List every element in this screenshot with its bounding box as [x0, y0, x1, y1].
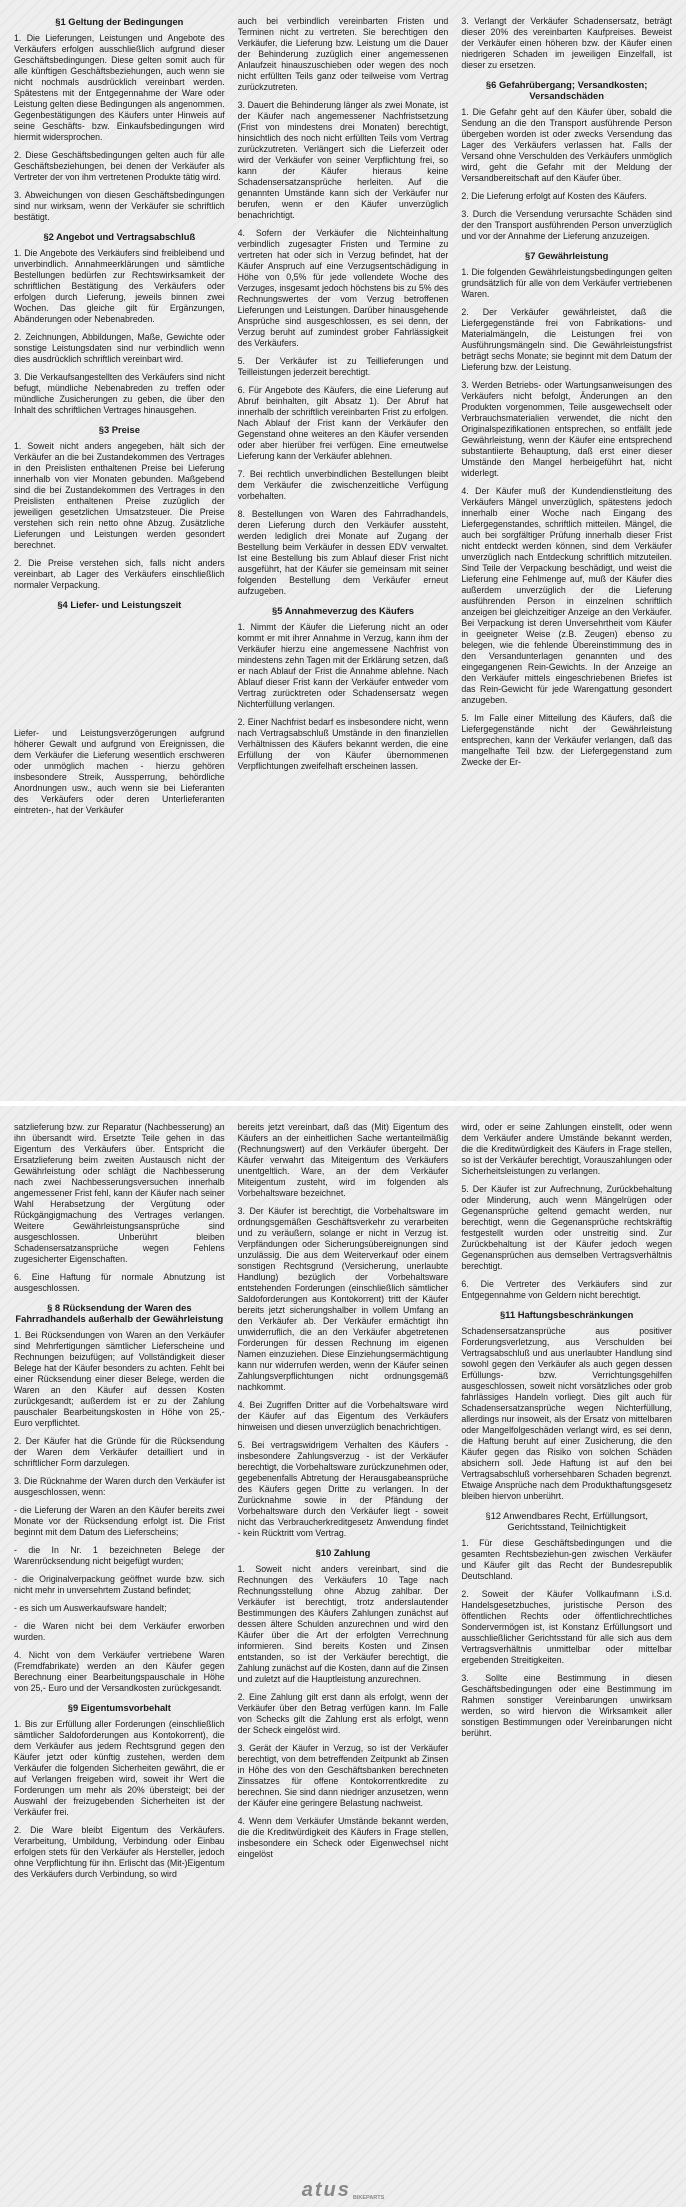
- section-paragraph: Liefer- und Leistungsverzögerungen aufgrund höherer Gewalt und aufgrund von Ereignissen, die dem Verkäufer die Lieferung wesentlich erschweren oder unmöglich machen - hierzu gehören insbesondere Streik, Aussperrung, behördliche Anordnungen usw., auch wenn sie bei Lieferanten des Verkäufers oder deren Unterlieferanten eintreten-, hat der Verkäufer: [14, 728, 225, 815]
- terms-section: [238, 1547, 449, 1860]
- section-heading: §1 Geltung der Bedingungen: [55, 16, 184, 27]
- section-paragraph: - die Originalverpackung geöffnet wurde bzw. sich nicht mehr in unversehrtem Zustand befindet;: [14, 1574, 225, 1595]
- section-paragraph: 1. Bis zur Erfüllung aller Forderungen (einschließlich sämtlicher Saldoforderungen aus Kontokorrent), die dem Verkäufer aus jedem Rechtsgrund gegen den Käufer jetzt oder künftig zustehen, werden dem Verkäufer die folgenden Sicherheiten gewährt, die er auf Verlangen freigeben wird, soweit ihr Wert die Forderungen um mehr als 20% übersteigt; bei der Auswahl der freizugebenden Sicherheiten ist der Verkäufer frei.: [14, 1719, 225, 1817]
- section-paragraph: 5. Der Käufer ist zur Aufrechnung, Zurückbehaltung oder Minderung, auch wenn Mängelrügen oder Gegenansprüche geltend gemacht werden, nur berechtigt, wenn die Gegenansprüche rechtskräftig festgestellt wurden oder unstreitig sind. Zur Zurückbehaltung ist der Käufer jedoch wegen Gegenansprüchen aus demselben Vertragsverhältnis berechtigt.: [461, 1184, 672, 1271]
- section-paragraph: - die Waren nicht bei dem Verkäufer erworben wurden.: [14, 1621, 225, 1642]
- section-paragraph: 1. Soweit nicht anders vereinbart, sind die Rechnungen des Verkäufers 10 Tage nach Rechnungsstellung ohne Abzug zahlbar. Der Verkäufer ist berechtigt, trotz anderslautender Bestimmungen des Käufers Zahlungen zunächst auf dessen ältere Schulden anzurechnen und wird den Käufer über die Art der erfolgten Verrechnung informieren. Sind bereits Kosten und Zinsen entstanden, so ist der Verkäufer berechtigt, die Zahlung zunächst auf die Kosten, dann auf die Zinsen und zuletzt auf die Hauptleistung anzurechnen.: [237, 1564, 449, 1684]
- section-paragraph: 3. Gerät der Käufer in Verzug, so ist der Verkäufer berechtigt, von dem betreffenden Zeitpunkt ab Zinsen in Höhe des von den Geschäftsbanken berechneten Zinssatzes für offene Kontokorrentkredite zu berechnen. Sie sind dann niedriger anzusetzen, wenn der Käufer eine geringere Belastung nachweist.: [237, 1743, 449, 1808]
- section-paragraph: satzlieferung bzw. zur Reparatur (Nachbesserung) an ihn übersandt wird. Ersetzte Teile gehen in das Eigentum des Verkäufers über. Entspricht die Ersatzlieferung beim zweiten Austausch nicht der Gewährleistung oder schlägt die Nachbesserung nach zwei Nachbesserungsversuchen innerhalb angemessener Frist fehl, kann der Käufer nach seiner Wahl Herabsetzung der Vergütung oder Rückgängigmachung des Vertrages verlangen. Weitere Gewährleistungsansprüche sind ausgeschlossen. Unberührt bleiben Schadensersatzansprüche wegen Fehlens zugesicherter Eigenschaften.: [14, 1122, 225, 1264]
- section-paragraph: 2. Eine Zahlung gilt erst dann als erfolgt, wenn der Verkäufer über den Betrag verfügen kann. Im Falle von Schecks gilt die Zahlung erst als erfolgt, wenn der Scheck eingelöst wird.: [237, 1692, 449, 1735]
- section-heading: §3 Preise: [98, 424, 140, 435]
- section-paragraph: 1. Bei Rücksendungen von Waren an den Verkäufer sind Mehrfertigungen sämtlicher Lieferscheine und Rechnungen beizufügen; auf Vollständigkeit dieser Belege hat der Käufer besonders zu achten. Fehlt bei einer Rücksendung einer dieser Belege, werden die Waren an den Käufer auf dessen Kosten zurückgesandt; außerdem ist er zu der Zahlung pauschaler Bearbeitungskosten in Höhe von 25,- Euro verpflichtet.: [14, 1330, 225, 1428]
- section-paragraph: 2. Diese Geschäftsbedingungen gelten auch für alle Geschäftsbeziehungen, bei denen der Verkäufer als Vertreter der von ihm vertretenen Produkte tätig wird.: [14, 150, 225, 182]
- section-paragraph: 3. Abweichungen von diesen Geschäftsbedingungen sind nur wirksam, wenn der Verkäufer sie schriftlich bestätigt.: [14, 190, 225, 222]
- section-paragraph: 7. Bei rechtlich unverbindlichen Bestellungen bleibt dem Verkäufer die zwischenzeitliche Verfügung vorbehalten.: [237, 469, 449, 501]
- footer: [0, 2179, 686, 2203]
- section-paragraph: 6. Für Angebote des Käufers, die eine Lieferung auf Abruf beinhalten, gilt Absatz 1). Der Abruf hat innerhalb der schriftlich vereinbarten Frist zu erfolgen. Nach Ablauf der Frist kann der Verkäufer den Gegenstand ohne weiteres an den Käufer versenden oder aber hierüber frei verfügen. Eine erneutwelse Lieferung kann der Verkäufer ablehnen.: [237, 385, 449, 461]
- section-heading: §5 Annahmeverzug des Käufers: [272, 605, 414, 616]
- section-paragraph: - die In Nr. 1 bezeichneten Belege der Warenrücksendung nicht beigefügt wurden;: [14, 1545, 225, 1566]
- terms-section: [14, 599, 225, 720]
- section-heading: §4 Liefer- und Leistungszeit: [57, 599, 182, 610]
- section-paragraph: 3. Die Rücknahme der Waren durch den Verkäufer ist ausgeschlossen, wenn:: [14, 1476, 225, 1497]
- page-2-column-3: [461, 1122, 672, 2177]
- section-paragraph: 6. Eine Haftung für normale Abnutzung ist ausgeschlossen.: [14, 1272, 225, 1293]
- section-paragraph: 4. Nicht von dem Verkäufer vertriebene Waren (Fremdfabrikate) werden an den Käufer gegen Berechnung einer Bearbeitungspauschale in Höhe von 25,- Euro und der Versandkosten zurückgesandt.: [14, 1650, 225, 1693]
- section-heading: §12 Anwendbares Recht, Erfüllungsort, Gerichtsstand, Teilnichtigkeit: [485, 1510, 648, 1532]
- terms-section: [14, 16, 225, 223]
- section-paragraph: auch bei verbindlich vereinbarten Fristen und Terminen nicht zu vertreten. Sie berechtigen den Verkäufer, die Lieferung bzw. Leistung um die Dauer der Behinderung zuzüglich einer angemessenen Anlaufzeit hinauszuschieben oder wegen des noch nicht erfüllten Teils ganz oder teilweise vom Vertrag zurückzutreten.: [237, 16, 449, 92]
- section-paragraph: 3. Die Verkaufsangestellten des Verkäufers sind nicht befugt, mündliche Nebenabreden zu treffen oder mündliche Zusicherungen zu geben, die über den Inhalt des schriftlichen Vertrages hinausgehen.: [14, 372, 225, 415]
- section-paragraph: 3. Dauert die Behinderung länger als zwei Monate, ist der Käufer nach angemessener Nachfristsetzung (Frist von mindestens drei Monaten) berechtigt, hinsichtlich des noch nicht erfüllten Teils vom Vertrag zurückzutreten. Verlängert sich die Lieferzeit oder wird der Verkäufer von seiner Verpflichtung frei, so kann der Käufer hieraus keine Schadensersatzansprüche herleiten. Auf die genannten Umstände kann sich der Verkäufer nur berufen, wenn er den Käufer unverzüglich benachrichtigt.: [237, 100, 449, 220]
- section-paragraph: 5. Im Falle einer Mitteilung des Käufers, daß die Liefergegenstände nicht der Gewährleistung entsprechen, kann der Verkäufer verlangen, daß das mangelhafte Teil bzw. der Liefergegenstand zum Zwecke der Er-: [461, 713, 672, 767]
- section-paragraph: 5. Bei vertragswidrigem Verhalten des Käufers - insbesondere Zahlungsverzug - ist der Verkäufer berechtigt, die Vorbehaltsware zurückzunehmen oder, gegebenenfalls Abtretung der Herausgabeansprüche des Käufers gegen Dritte zu verlangen. In der Zurücknahme sowie in der Pfändung der Vorbehaltsware durch den Verkäufer liegt - soweit nicht das Verbraucherkreditgesetz Anwendung findet - kein Rücktritt vom Vertrag.: [237, 1440, 449, 1538]
- terms-section: [238, 605, 449, 772]
- section-heading: § 8 Rücksendung der Waren des Fahrradhandels außerhalb der Gewährleistung: [15, 1302, 224, 1324]
- terms-section: [461, 250, 672, 768]
- section-heading: §9 Eigentumsvorbehalt: [67, 1702, 171, 1713]
- section-paragraph: 3. Verlangt der Verkäufer Schadensersatz, beträgt dieser 20% des vereinbarten Kaufpreises. Beweist der Verkäufer einen höheren bzw. der Käufer einen niedrigeren Schaden im jeweiligen Einzelfall, ist dieser zu ersetzen.: [461, 16, 672, 70]
- terms-page-2: [0, 1106, 686, 2207]
- page-1-column-2: [238, 16, 449, 1071]
- page-2-column-2: [238, 1122, 449, 2177]
- terms-section: [14, 424, 225, 591]
- section-paragraph: 4. Sofern der Verkäufer die Nichteinhaltung verbindlich zugesagter Fristen und Termine zu vertreten hat oder sich in Verzug befindet, hat der Käufer Anspruch auf eine Verzugsentschädigung in Höhe von 0,5% für jede vollendete Woche des Verzuges, insgesamt jedoch höchstens bis zu 5% des Rechnungswertes der vom Verzug betroffenen Lieferungen und Leistungen. Darüber hinausgehende Ansprüche sind ausgeschlossen, es sei denn, der Verzug beruht auf zumindest grober Fahrlässigkeit des Verkäufers.: [237, 228, 449, 348]
- terms-section: [238, 1122, 449, 1539]
- section-heading: §7 Gewährleistung: [524, 250, 609, 261]
- brand-logo-subtitle: BIKEPARTS: [352, 2195, 385, 2201]
- section-paragraph: wird, oder er seine Zahlungen einstellt, oder wenn dem Verkäufer andere Umstände bekannt werden, die die Kreditwürdigkeit des Käufers in Frage stellen, so ist der Verkäufer berechtigt, Vorauszahlungen oder Sicherheitsleistungen zu verlangen.: [461, 1122, 672, 1176]
- terms-section: [461, 1122, 672, 1301]
- page-2-column-1: [14, 1122, 225, 2177]
- section-paragraph: 2. Der Verkäufer gewährleistet, daß die Liefergegenstände frei von Fabrikations- und Materialmängeln, die Leistungen frei von Ausführungsmängeln sind. Die Gewährleistungsfrist beträgt sechs Monate; sie beginnt mit dem Datum der Lieferung bzw. der Leistung.: [461, 307, 672, 372]
- section-paragraph: 2. Der Käufer hat die Gründe für die Rücksendung der Waren dem Verkäufer detailliert und in schriftlicher Form darzulegen.: [14, 1436, 225, 1468]
- section-paragraph: - es sich um Auswerkaufsware handelt;: [14, 1603, 167, 1613]
- section-paragraph: 1. Die Angebote des Verkäufers sind freibleibend und unverbindlich. Annahmeerklärungen und sämtliche Bestellungen bedürfen zur Rechtswirksamkeit der schriftlichen Bestätigung des Verkäufers oder erfolgen durch Lieferung, jeweils binnen zwei Wochen. Das gleiche gilt für Ergänzungen, Abänderungen oder Nebenabreden.: [14, 248, 225, 324]
- section-paragraph: Schadensersatzansprüche aus positiver Forderungsverletzung, aus Verschulden bei Vertragsabschluß und aus unerlaubter Handlung sind sowohl gegen den Verkäufer als auch gegen dessen Erfüllungs- bzw. Verrichtungsgehilfen ausgeschlossen, soweit nicht vorsätzliches oder grob fahrlässiges Handeln vorliegt. Dies gilt auch für Schadensersatzansprüche wegen Nichterfüllung, allerdings nur insoweit, als der Ersatz von mittelbaren oder Mangelfolgeschäden verlangt wird, es sei denn, die Haftung beruht auf einer Zusicherung, die den Käufer gegen das Risiko von solchen Schäden absichern soll. Jede Haftung ist auf den bei Vertragsabschluß vorhersehbaren Schaden begrenzt. Etwaige Ansprüche nach dem Produkthaftungsgesetz bleiben hiervon unberührt.: [461, 1326, 672, 1501]
- section-paragraph: 3. Der Käufer ist berechtigt, die Vorbehaltsware im ordnungsgemäßen Geschäftsverkehr zu verarbeiten und zu veräußern, solange er nicht in Verzug ist. Verpfändungen oder Sicherungsübereignungen sind unzulässig. Die aus dem Weiterverkauf oder einem sonstigen Rechtsgrund (Versicherung, unerlaubte Handlung) bezüglich der Vorbehaltsware entstehenden Forderungen (einschließlich sämtlicher Saldoforderungen aus Kontokorrent) tritt der Käufer bereits jetzt sicherungshalber in vollem Umfang an den Verkäufer ab. Der Verkäufer ermächtigt ihn unwiderruflich, die an den Verkäufer abgetretenen Forderungen für dessen Rechnung im eigenen Namen einzuziehen. Diese Einziehungsermächtigung kann nur widerrufen werden, wenn der Käufer seinen Zahlungsverpflichtungen nicht ordnungsgemäß nachkommt.: [237, 1206, 449, 1392]
- terms-section: [14, 728, 225, 816]
- section-paragraph: 2. Die Preise verstehen sich, falls nicht anders vereinbart, ab Lager des Verkäufers einschließlich normaler Verpackung.: [14, 558, 225, 590]
- section-paragraph: 1. Die Lieferungen, Leistungen und Angebote des Verkäufers erfolgen ausschließlich aufgrund dieser Geschäftsbedingungen. Diese gelten somit auch für alle künftigen Geschäftsbeziehungen, auch wenn sie nicht nochmals ausdrücklich vereinbart werden. Spätestens mit der Entgegennahme der Ware oder Leistung gelten diese Bedingungen als angenommen. Gegenbestätigungen des Käufers unter Hinweis auf seine Geschäfts- bzw. Einkaufsbedingungen wird hiermit widersprochen.: [14, 33, 225, 142]
- terms-section: [461, 16, 672, 71]
- page-2-columns: [14, 1122, 672, 2177]
- section-paragraph: 1. Soweit nicht anders angegeben, hält sich der Verkäufer an die bei Zustandekommen des Vertrages in den Preislisten enthaltenen Preise bei Lieferung innerhalb von vier Monaten gebunden. Maßgebend sind die bei Zustandekommen des Vertrages in den Preislisten enthaltenen Preise zuzüglich der jeweiligen gesetzlichen Umsatzsteuer. Die Preise verstehen sich rein netto ohne Abzug. Zusätzliche Lieferungen und Leistungen werden gesondert berechnet.: [14, 441, 225, 550]
- section-paragraph: 5. Der Verkäufer ist zu Teillieferungen und Teilleistungen jederzeit berechtigt.: [237, 356, 449, 377]
- blank-area: [14, 616, 225, 720]
- section-paragraph: 3. Durch die Versendung verursachte Schäden sind der den Transport ausführenden Person unverzüglich und vor der Annahme der Lieferung anzuzeigen.: [461, 209, 672, 241]
- section-paragraph: 2. Die Lieferung erfolgt auf Kosten des Käufers.: [461, 191, 647, 201]
- page-1-columns: [14, 16, 672, 1071]
- terms-page-1: [0, 0, 686, 1101]
- terms-section: [14, 231, 225, 416]
- section-paragraph: 3. Sollte eine Bestimmung in diesen Geschäftsbedingungen oder eine Bestimmung im Rahmen sonstiger Vereinbarungen unwirksam werden, so wird hiervon die Wirksamkeit aller sonstigen Bestimmungen oder Vereinbarungen nicht berührt.: [461, 1673, 672, 1738]
- section-paragraph: bereits jetzt vereinbart, daß das (Mit) Eigentum des Käufers an der einheitlichen Sache wertanteilmäßig (Rechnungswert) auf den Verkäufer übergeht. Der Käufer verwahrt das Miteigentum des Verkäufers unentgeltlich. Ware, an der dem Verkäufer Miteigentum zusteht, wird im folgenden als Vorbehaltsware bezeichnet.: [237, 1122, 449, 1198]
- page-1-column-1: [14, 16, 225, 1071]
- terms-section: [14, 1122, 225, 1294]
- section-paragraph: - die Lieferung der Waren an den Käufer bereits zwei Monate vor der Rücksendung erfolgt ist. Die Frist beginnt mit dem Datum des Lieferscheins;: [14, 1505, 225, 1537]
- terms-section: [14, 1702, 225, 1880]
- section-paragraph: 1. Die Gefahr geht auf den Käufer über, sobald die Sendung an die den Transport ausführende Person übergeben worden ist oder zwecks Versendung das Lager des Verkäufers verlassen hat. Falls der Versand ohne Verschulden des Verkäufers unmöglich wird, geht die Gefahr mit der Meldung der Versandbereitschaft auf den Käufer über.: [461, 107, 672, 183]
- brand-logo: atus: [301, 2179, 351, 2201]
- terms-section: [14, 1302, 225, 1694]
- section-paragraph: 4. Der Käufer muß der Kundendienstleitung des Verkäufers Mängel unverzüglich, spätestens jedoch innerhalb einer Woche nach Eingang des Liefergegenstandes, schriftlich mitteilen. Mängel, die auch bei sorgfältiger Prüfung innerhalb dieser Frist nicht entdeckt werden können, sind dem Verkäufer unverzüglich nach Entdeckung schriftlich mitzuteilen. Sind Teile der Verpackung beschädigt, und weist die Lieferung eine Fehlmenge auf, muß der Käufer dies außerdem unverzüglich der die Lieferung ausführenden Person in einzelnen schriftlich anzeigen bei gleichzeitiger Anzeige an den Verkäufer. Bei Verpackung ist deren Unversehrtheit vom Käufer in geeigneter Weise (z.B. Zeugen) ebenso zu belegen, wie die fehlende Übereinstimmung des in den Versandunterlagen genannten und des eingegangenen Rein-Gewichts. In der Anzeige an den Verkäufer mittels eingeschriebenen Briefes ist das Rein-Gewicht für jede Warengattung gesondert anzugeben.: [461, 486, 672, 705]
- terms-section: [461, 79, 672, 242]
- section-paragraph: 1. Die folgenden Gewährleistungsbedingungen gelten grundsätzlich für alle von dem Verkäufer vertriebenen Waren.: [461, 267, 672, 299]
- section-paragraph: 2. Einer Nachfrist bedarf es insbesondere nicht, wenn nach Vertragsabschluß Umstände in den finanziellen Verhältnissen des Käufers bekannt werden, die eine Erfüllung der von Käufer übernommenen Verpflichtungen zweifelhaft erscheinen lassen.: [237, 717, 449, 771]
- terms-section: [238, 16, 449, 597]
- section-paragraph: 6. Die Vertreter des Verkäufers sind zur Entgegennahme von Geldern nicht berechtigt.: [461, 1279, 672, 1300]
- section-heading: §6 Gefahrübergang; Versandkosten; Versandschäden: [485, 79, 648, 101]
- section-paragraph: 4. Bei Zugriffen Dritter auf die Vorbehaltsware wird der Käufer auf das Eigentum des Verkäufers hinweisen und diesen unverzüglich benachrichtigen.: [237, 1400, 449, 1432]
- section-paragraph: 2. Zeichnungen, Abbildungen, Maße, Gewichte oder sonstige Leistungsdaten sind nur verbindlich wenn dies ausdrücklich schriftlich vereinbart wird.: [14, 332, 225, 364]
- section-paragraph: 2. Soweit der Käufer Vollkaufmann i.S.d. Handelsgesetzbuches, juristische Person des öffentlichen Rechts oder öffentlichrechtliches Sondervermögen ist, ist Konstanz Erfüllungsort und ausschließlicher Gerichtsstand für alle sich aus dem Vertragsverhältnis unmittelbar oder mittelbar ergebenden Streitigkeiten.: [461, 1589, 672, 1665]
- page-1-column-3: [461, 16, 672, 1071]
- section-heading: §11 Haftungsbeschränkungen: [499, 1309, 634, 1320]
- terms-section: [461, 1510, 672, 1739]
- section-paragraph: 3. Werden Betriebs- oder Wartungsanweisungen des Verkäufers nicht befolgt, Änderungen an den Produkten vorgenommen, Teile ausgewechselt oder Verbrauchsmaterialien verwendet, die nicht den Originalspezifikationen entsprechen, so entfällt jede Gewährleistung, wenn der Käufer eine entsprechend substantiierte Behauptung, daß erst einer dieser Umstände den Mangel herbeigeführt hat, nicht widerlegt.: [461, 380, 672, 478]
- section-heading: §2 Angebot und Vertragsabschluß: [43, 231, 196, 242]
- terms-section: [461, 1309, 672, 1502]
- section-heading: §10 Zahlung: [315, 1547, 371, 1558]
- section-paragraph: 8. Bestellungen von Waren des Fahrradhandels, deren Lieferung durch den Verkäufer aussteht, werden lediglich drei Monate auf Zugang der Bestellung beim Verkäufer in dessen EDV verwaltet. Ist eine Bestellung bis zum Ablauf dieser Frist nicht ausgeführt, hat der Käufer sie gemeinsam mit seiner folgenden Bestellung dem Verkäufer erneut aufzugeben.: [237, 509, 449, 596]
- section-paragraph: 2. Die Ware bleibt Eigentum des Verkäufers. Verarbeitung, Umbildung, Verbindung oder Einbau erfolgen stets für den Verkäufer als Hersteller, jedoch ohne Verpflichtung für ihn. Erlischt das (Mit-)Eigentum des Verkäufers durch Verbindung, so wird: [14, 1825, 225, 1879]
- section-paragraph: 1. Für diese Geschäftsbedingungen und die gesamten Rechtsbeziehun-gen zwischen Verkäufer und Käufer gilt das Recht der Bundesrepublik Deutschland.: [461, 1538, 672, 1581]
- section-paragraph: 4. Wenn dem Verkäufer Umstände bekannt werden, die die Kreditwürdigkeit des Käufers in Frage stellen, insbesondere ein Scheck oder Eigenwechsel nicht eingelöst: [237, 1816, 449, 1859]
- section-paragraph: 1. Nimmt der Käufer die Lieferung nicht an oder kommt er mit ihrer Annahme in Verzug, kann ihm der Verkäufer hierzu eine angemessene Nachfrist von mindestens zehn Tagen mit der Erklärung setzen, daß er nach Ablauf der Frist die Annahme ablehne. Nach Ablauf dieser Frist kann der Verkäufer entweder vom Vertrag zurücktreten oder Schadensersatz wegen Nichterfüllung verlangen.: [237, 622, 449, 709]
